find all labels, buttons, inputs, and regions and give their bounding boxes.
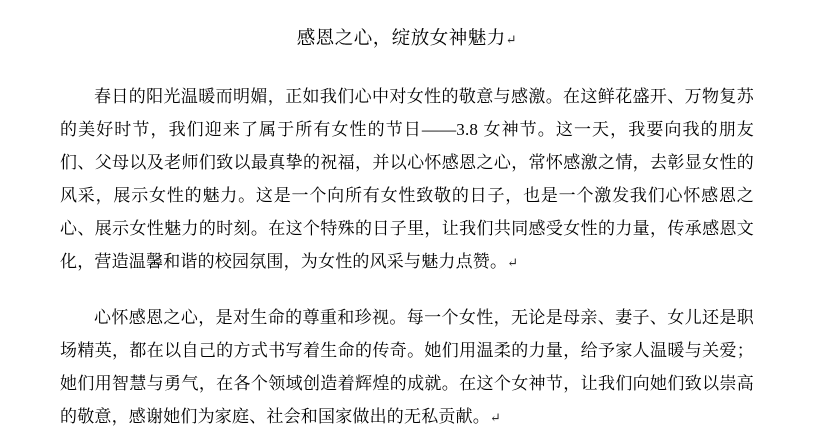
paragraph-text: 心怀感恩之心，是对生命的尊重和珍视。每一个女性，无论是母亲、妻子、女儿还是职场精英，都在以自己的方式书写着生命的传奇。她们用温柔的力量，给予家人温暖与关爱；她们用智慧与勇气，在各个领域创造着辉煌的成就。在这个女神节，让我们向她们致以崇高的敬意，感谢她们为家庭、社会和国家做出的无私贡献。 <box>60 307 754 427</box>
paragraph-mark: ↵ <box>505 32 518 47</box>
page-title <box>60 26 754 54</box>
page-title-text: 感恩之心，绽放女神魅力 <box>296 29 506 49</box>
paragraph-text: 春日的阳光温暖而明媚，正如我们心中对女性的敬意与感激。在这鲜花盛开、万物复苏的美好时节，我们迎来了属于所有女性的节日——3.8 女神节。这一天，我要向我的朋友们、父母以及老师们致以最真挚的祝福，并以心怀感恩之心，常怀感激之情，去彰显女性的风采，展示女性的魅力。这是一个向所有女性致敬的日子，也是一个激发我们心怀感恩之心、展示女性魅力的时刻。在这个特殊的日子里，让我们共同感受女性的力量，传承感恩文化，营造温馨和谐的校园氛围，为女性的风采与魅力点赞。 <box>60 86 754 272</box>
body-paragraph <box>60 80 754 279</box>
paragraph-mark: ↵ <box>490 410 502 426</box>
body-paragraph <box>60 301 754 433</box>
paragraph-mark: ↵ <box>507 255 519 271</box>
